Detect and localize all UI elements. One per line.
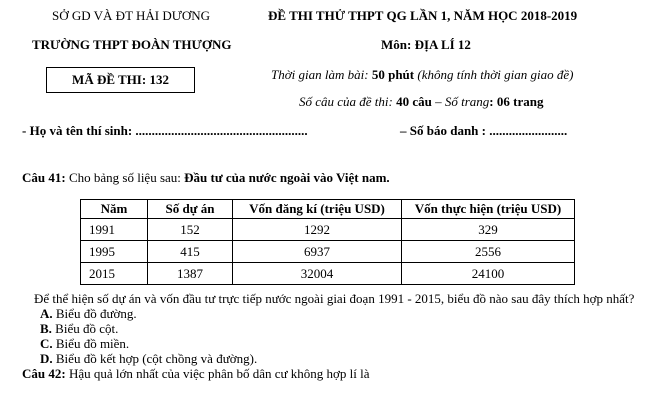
option-letter: A. (40, 306, 53, 321)
time-line (271, 67, 573, 83)
question-count-line (299, 94, 543, 110)
student-id-label: – Số báo danh : (400, 123, 490, 138)
question-count-label: Số câu của đề thi: (299, 94, 397, 109)
answer-option-a[interactable] (22, 306, 652, 321)
time-value: 50 phút (371, 67, 415, 82)
option-letter: B. (40, 321, 52, 336)
table-cell: 24100 (402, 263, 575, 285)
option-text: Biểu đồ kết hợp (cột chồng và đường). (52, 351, 258, 366)
table-cell: 152 (148, 219, 233, 241)
answer-option-d[interactable] (22, 351, 652, 366)
exam-code: MÃ ĐỀ THI: 132 (72, 72, 169, 87)
exam-code-box (46, 67, 195, 93)
table-cell: 6937 (233, 241, 402, 263)
question-42-text: Hậu quả lớn nhất của việc phân bố dân cư không hợp lí là (65, 366, 370, 381)
table-cell: 1995 (81, 241, 148, 263)
student-id-dots: ........................ (489, 123, 568, 138)
question-count-value: 40 câu (396, 94, 432, 109)
time-label: Thời gian làm bài: (271, 67, 372, 82)
table-cell: 2015 (81, 263, 148, 285)
option-letter: D. (40, 351, 53, 366)
subject-label: Môn: ĐỊA LÍ 12 (381, 37, 471, 52)
exam-title: ĐỀ THI THỬ THPT QG LẦN 1, NĂM HỌC 2018-2019 (268, 8, 578, 23)
time-note: (không tính thời gian giao đề) (414, 67, 574, 82)
student-name-line (22, 123, 308, 139)
question-41-intro-text: Cho bảng số liệu sau: (65, 170, 185, 185)
table-row (81, 219, 575, 241)
table-header-row (81, 200, 575, 219)
column-header: Năm (81, 200, 148, 219)
question-41-text: Để thể hiện số dự án và vốn đầu tư trực tiếp nước ngoài giai đoạn 1991 - 2015, biểu đồ nào sau đây thích hợp nhất? (34, 291, 635, 306)
option-text: Biểu đồ cột. (51, 321, 119, 336)
investment-table (80, 199, 575, 285)
student-name-label: - Họ và tên thí sinh: (22, 123, 136, 138)
table-cell: 1387 (148, 263, 233, 285)
table-cell: 415 (148, 241, 233, 263)
question-41-intro (22, 170, 390, 186)
table-cell: 1991 (81, 219, 148, 241)
column-header: Vốn thực hiện (triệu USD) (402, 200, 575, 219)
table-row (81, 241, 575, 263)
question-42 (22, 366, 652, 381)
table-title: Đầu tư của nước ngoài vào Việt nam. (184, 170, 390, 185)
table-cell: 329 (402, 219, 575, 241)
student-name-dots: ..................................................... (135, 123, 308, 138)
department-name: SỞ GD VÀ ĐT HẢI DƯƠNG (52, 8, 211, 23)
column-header: Vốn đăng kí (triệu USD) (233, 200, 402, 219)
table-row (81, 263, 575, 285)
question-42-number: Câu 42: (22, 366, 66, 381)
option-letter: C. (40, 336, 53, 351)
student-id-line (400, 123, 567, 139)
option-text: Biểu đồ miền. (52, 336, 130, 351)
question-41-body (22, 291, 652, 381)
table-cell: 32004 (233, 263, 402, 285)
column-header: Số dự án (148, 200, 233, 219)
question-41-number: Câu 41: (22, 170, 66, 185)
answer-option-b[interactable] (22, 321, 652, 336)
pages-value: : 06 trang (489, 94, 544, 109)
pages-label: – Số trang (431, 94, 490, 109)
option-text: Biểu đồ đường. (52, 306, 137, 321)
answer-option-c[interactable] (22, 336, 652, 351)
school-name: TRƯỜNG THPT ĐOÀN THƯỢNG (32, 37, 232, 52)
table-cell: 2556 (402, 241, 575, 263)
table-cell: 1292 (233, 219, 402, 241)
